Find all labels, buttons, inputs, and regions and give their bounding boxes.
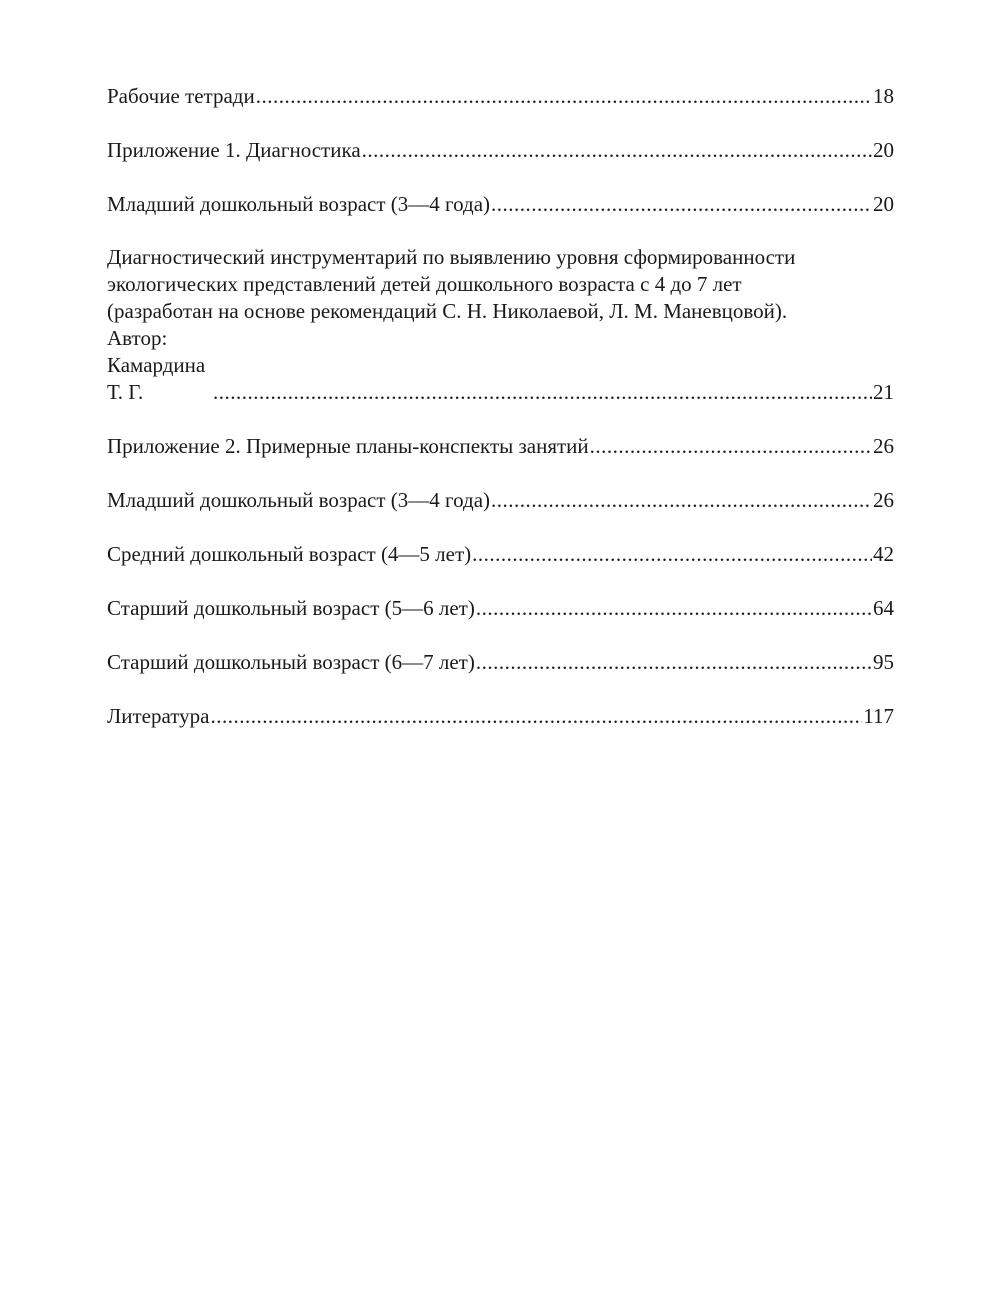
toc-entry-title: Старший дошкольный возраст (5—6 лет) <box>107 596 475 620</box>
toc-entry-title: Литература <box>107 704 210 728</box>
toc-entry-diagnostic-toolkit <box>107 244 894 406</box>
dot-leader <box>472 540 872 568</box>
toc-entry-appendix-2 <box>107 432 894 460</box>
toc-entry-title: Приложение 2. Примерные планы-конспекты занятий <box>107 434 589 458</box>
table-of-contents <box>107 82 894 756</box>
toc-entry-title-line: Диагностический инструментарий по выявлению уровня сформированности <box>107 245 796 269</box>
toc-entry-page: 20 <box>873 138 894 162</box>
dot-leader <box>491 190 872 218</box>
toc-entry-title: Средний дошкольный возраст (4—5 лет) <box>107 542 472 566</box>
dot-leader <box>210 702 862 730</box>
toc-entry-literature <box>107 702 894 730</box>
toc-entry-title: Младший дошкольный возраст (3—4 года) <box>107 488 491 512</box>
toc-entry-title: Старший дошкольный возраст (6—7 лет) <box>107 650 475 674</box>
toc-entry-title: Рабочие тетради <box>107 84 255 108</box>
toc-entry-appendix-1 <box>107 136 894 164</box>
dot-leader <box>256 82 872 110</box>
toc-entry-page: 20 <box>873 192 894 216</box>
toc-entry-title-line: (разработан на основе рекомендаций С. Н. Николаевой, Л. М. Маневцовой). <box>107 299 788 323</box>
dot-leader <box>590 432 872 460</box>
toc-entry-title-line: экологических представлений детей дошкольного возраста с 4 до 7 лет <box>107 272 742 296</box>
toc-entry-title: Младший дошкольный возраст (3—4 года) <box>107 192 491 216</box>
toc-entry-page: 21 <box>873 380 894 404</box>
toc-entry-junior-age-diagnostics <box>107 190 894 218</box>
toc-entry-title: Приложение 1. Диагностика <box>107 138 361 162</box>
toc-entry-page: 26 <box>873 488 894 512</box>
toc-entry-senior-age-6-7 <box>107 648 894 676</box>
toc-entry-title: Автор: Камардина Т. Г. <box>107 326 206 404</box>
toc-entry-page: 95 <box>873 650 894 674</box>
dot-leader <box>213 379 872 406</box>
toc-entry-senior-age-5-6 <box>107 594 894 622</box>
dot-leader <box>362 136 872 164</box>
dot-leader <box>476 648 872 676</box>
toc-entry-page: 64 <box>873 596 894 620</box>
dot-leader <box>491 486 872 514</box>
toc-entry-page: 26 <box>873 434 894 458</box>
toc-entry-junior-age-plans <box>107 486 894 514</box>
toc-entry-title-last-line <box>107 325 894 406</box>
toc-entry-page: 42 <box>873 542 894 566</box>
dot-leader <box>476 594 872 622</box>
toc-entry-page: 18 <box>873 84 894 108</box>
toc-entry-middle-age <box>107 540 894 568</box>
toc-entry-page: 117 <box>863 704 894 728</box>
toc-entry-workbooks <box>107 82 894 110</box>
